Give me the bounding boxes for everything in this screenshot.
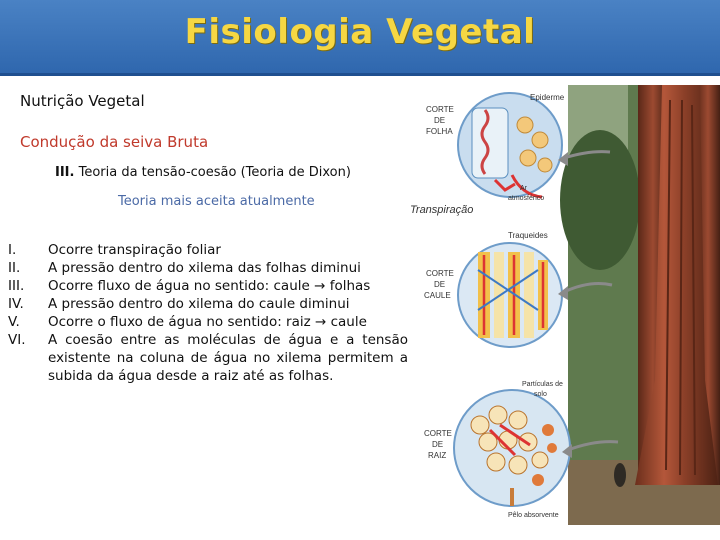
stem-label: CAULE: [424, 291, 451, 300]
subtitle: Nutrição Vegetal: [20, 92, 145, 110]
stem-section: [458, 243, 562, 347]
transpiration-label: Transpiração: [410, 204, 474, 216]
item-number: V.: [8, 314, 20, 330]
accepted-note: Teoria mais aceita atualmente: [118, 194, 315, 209]
air-label: atmosférico: [508, 195, 545, 202]
traqueides-label: Traqueides: [508, 231, 548, 240]
tree-illustration: [400, 80, 720, 525]
item-number: VI.: [8, 332, 26, 348]
air-label: Ar: [520, 185, 527, 192]
theory-heading: [55, 165, 351, 180]
leaf-section: [458, 93, 562, 197]
item-number: III.: [8, 278, 25, 294]
leaf-label: CORTE: [426, 105, 454, 114]
item-text: A pressão dentro do xilema das folhas diminui: [48, 260, 361, 276]
section-heading: Condução da seiva Bruta: [20, 133, 209, 151]
root-section: [454, 390, 570, 506]
list-item: [8, 277, 408, 295]
steps-list: [8, 241, 408, 385]
theory-text: Teoria da tensão-coesão (Teoria de Dixon): [78, 165, 351, 180]
leaf-label: DE: [434, 116, 446, 125]
item-number: II.: [8, 260, 21, 276]
item-text: A coesão entre as moléculas de água e a tensão existente na coluna de água no xilema permitem a subida da água desde a raiz até as folhas.: [48, 332, 408, 384]
item-number: IV.: [8, 296, 24, 312]
stem-label: DE: [434, 280, 446, 289]
slide-title: Fisiologia Vegetal: [184, 12, 536, 52]
leaf-label: FOLHA: [426, 127, 453, 136]
epiderme-label: Epiderme: [530, 93, 565, 102]
item-number: I.: [8, 242, 17, 258]
root-label: RAIZ: [428, 451, 447, 460]
stem-label: CORTE: [426, 269, 454, 278]
item-text: Ocorre fluxo de água no sentido: caule → folhas: [48, 278, 371, 294]
title-bar: [0, 0, 720, 76]
root-hair-label: Pêlo absorvente: [508, 512, 559, 519]
item-text: Ocorre transpiração foliar: [48, 242, 221, 258]
person-shape: [614, 463, 626, 487]
list-item: [8, 259, 408, 277]
list-item: [8, 331, 408, 385]
list-item: [8, 241, 408, 259]
theory-number: III.: [55, 165, 75, 180]
list-item: [8, 313, 408, 331]
item-text: Ocorre o fluxo de água no sentido: raiz → caule: [48, 314, 367, 330]
list-item: [8, 295, 408, 313]
item-text: A pressão dentro do xilema do caule diminui: [48, 296, 350, 312]
soil-particles-label: Partículas de: [522, 381, 563, 388]
root-label: CORTE: [424, 429, 452, 438]
soil-particles-label: solo: [534, 391, 547, 398]
root-label: DE: [432, 440, 444, 449]
tree-diagram-svg: [400, 80, 720, 525]
